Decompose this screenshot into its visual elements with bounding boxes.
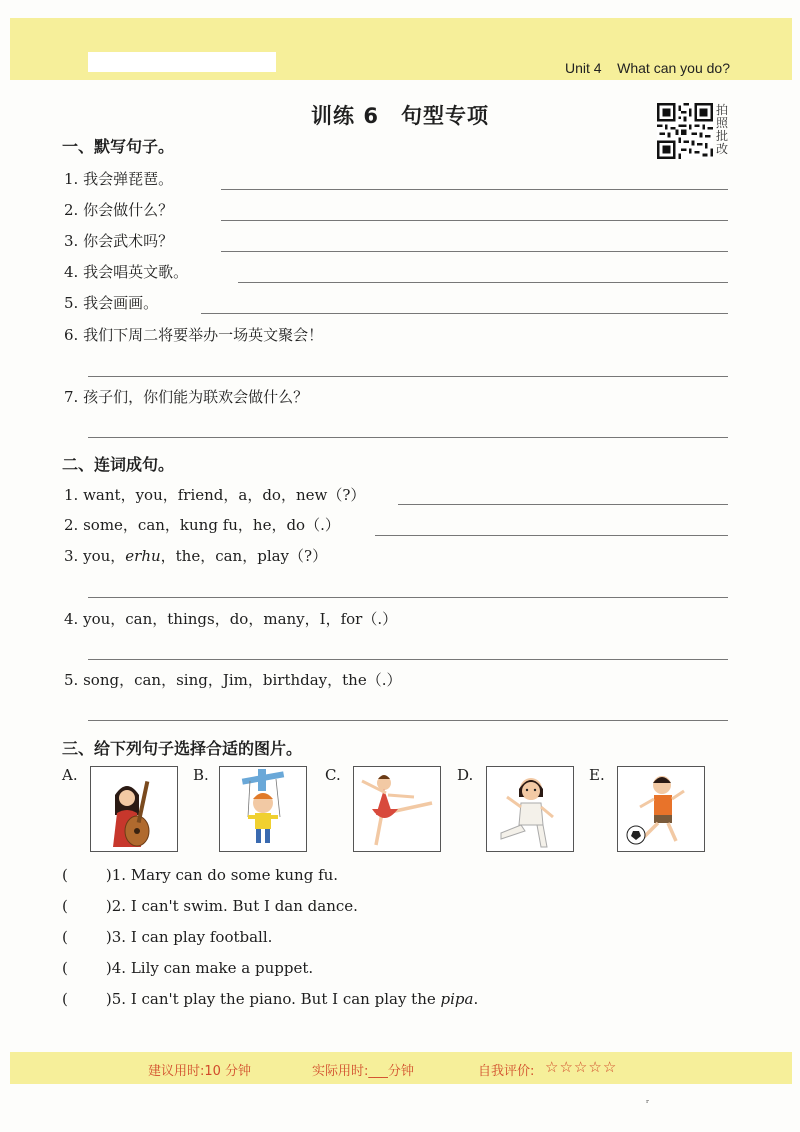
word-list: you，can，things，do，many，I，for（.） <box>83 610 398 628</box>
item-number: 3. <box>64 547 79 565</box>
qr-caption-char: 拍 <box>716 103 729 117</box>
section1-heading: 一、默写句子。 <box>62 137 175 156</box>
answer-line[interactable] <box>88 659 728 660</box>
star-icon[interactable]: ☆ <box>573 1058 588 1076</box>
picture-label-d: D. <box>457 766 474 784</box>
word-pipa: pipa <box>440 990 474 1008</box>
match-sentence: Mary can do some kung fu. <box>130 866 339 884</box>
star-icon[interactable]: ☆ <box>602 1058 617 1076</box>
item-number: 4. <box>64 610 79 628</box>
answer-bracket[interactable] <box>62 990 126 1008</box>
answer-line[interactable] <box>88 597 728 598</box>
section1-item-5: 5. 我会画画。 <box>64 294 159 312</box>
answer-line[interactable] <box>221 189 728 190</box>
bracket-close-number: )2. <box>105 897 127 915</box>
bracket-open: ( <box>62 928 68 946</box>
actual-time[interactable]: 实际用时:___分钟 <box>312 1064 414 1079</box>
item-number: 1. <box>64 486 79 504</box>
word-erhu: erhu <box>125 547 161 565</box>
word-list: some，can，kung fu，he，do（.） <box>83 516 340 534</box>
section1-item-2: 2. 你会做什么？ <box>64 201 174 219</box>
self-evaluation-label: 自我评价: <box>478 1064 535 1079</box>
section1-item-7: 7. 孩子们，你们能为联欢会做什么？ <box>64 388 309 406</box>
picture-label-c: C. <box>325 766 341 784</box>
qr-caption-char: 照 <box>716 116 729 130</box>
answer-bracket[interactable] <box>62 928 126 946</box>
bracket-open: ( <box>62 866 68 884</box>
picture-label-e: E. <box>589 766 605 784</box>
answer-line[interactable] <box>201 313 728 314</box>
star-icon[interactable]: ☆ <box>559 1058 573 1076</box>
match-sentence: I can't swim. But I dan dance. <box>130 897 358 915</box>
section2-heading: 二、连词成句。 <box>62 455 175 474</box>
bracket-open: ( <box>62 897 68 915</box>
page-title: 训练 6 句型专项 <box>311 104 489 128</box>
section2-item-5 <box>64 669 402 690</box>
word-list-start: you， <box>83 547 126 565</box>
sentence-end: . <box>473 990 479 1008</box>
match-item-3 <box>62 928 272 946</box>
scan-mark: ᵣ <box>646 1095 650 1106</box>
picture-label-a: A. <box>62 766 78 784</box>
qr-caption <box>716 104 732 156</box>
bracket-close-number: )1. <box>105 866 127 884</box>
answer-bracket[interactable] <box>62 959 126 977</box>
match-sentence: I can play football. <box>130 928 273 946</box>
picture-label-b: B. <box>193 766 209 784</box>
word-list: ，the，can，play（?） <box>160 547 328 565</box>
section1-item-1: 1. 我会弹琵琶。 <box>64 170 174 188</box>
match-item-2 <box>62 897 358 915</box>
item-number: 2. <box>64 516 79 534</box>
picture-d-girl-kung-fu[interactable] <box>486 766 574 852</box>
match-sentence: I can't play the piano. But I can play the <box>130 990 441 1008</box>
unit-label <box>565 60 730 76</box>
answer-bracket[interactable] <box>62 897 126 915</box>
section2-item-1 <box>64 484 365 505</box>
section2-item-2 <box>64 514 340 535</box>
qr-caption-char: 改 <box>716 142 729 156</box>
answer-line[interactable] <box>221 251 728 252</box>
unit-title: What can you do? <box>617 60 730 76</box>
bracket-open: ( <box>62 959 68 977</box>
word-list: song，can，sing，Jim，birthday，the（.） <box>83 671 402 689</box>
answer-line[interactable] <box>88 720 728 721</box>
bracket-close-number: )4. <box>105 959 127 977</box>
section2-item-4 <box>64 608 397 629</box>
picture-c-girl-dancing[interactable] <box>353 766 441 852</box>
section3-heading: 三、给下列句子选择合适的图片。 <box>62 739 303 758</box>
star-icon[interactable]: ☆ <box>588 1058 602 1076</box>
picture-b-boy-puppet[interactable] <box>219 766 307 852</box>
match-item-1 <box>62 866 338 884</box>
item-number: 5. <box>64 671 79 689</box>
answer-bracket[interactable] <box>62 866 126 884</box>
answer-line[interactable] <box>238 282 728 283</box>
section1-item-4: 4. 我会唱英文歌。 <box>64 263 189 281</box>
picture-a-girl-pipa[interactable] <box>90 766 178 852</box>
answer-line[interactable] <box>398 504 728 505</box>
bracket-open: ( <box>62 990 68 1008</box>
qr-code-icon[interactable] <box>657 103 713 159</box>
picture-e-boy-football[interactable] <box>617 766 705 852</box>
answer-line[interactable] <box>88 437 728 438</box>
suggested-time: 建议用时:10 分钟 <box>148 1064 252 1079</box>
section1-item-3: 3. 你会武术吗？ <box>64 232 174 250</box>
section2-item-3 <box>64 545 327 566</box>
self-evaluation-stars[interactable] <box>545 1058 616 1076</box>
unit-number: Unit 4 <box>565 60 602 76</box>
qr-caption-char: 批 <box>716 129 729 143</box>
bracket-close-number: )5. <box>105 990 127 1008</box>
match-item-5 <box>62 990 478 1008</box>
match-sentence: Lily can make a puppet. <box>130 959 314 977</box>
answer-line[interactable] <box>88 376 728 377</box>
header-name-box <box>88 52 276 72</box>
star-icon[interactable]: ☆ <box>545 1058 559 1076</box>
word-list: want，you，friend，a，do，new（?） <box>83 486 366 504</box>
answer-line[interactable] <box>221 220 728 221</box>
match-item-4 <box>62 959 313 977</box>
answer-line[interactable] <box>375 535 728 536</box>
bracket-close-number: )3. <box>105 928 127 946</box>
section1-item-6: 6. 我们下周二将要举办一场英文聚会！ <box>64 326 324 344</box>
